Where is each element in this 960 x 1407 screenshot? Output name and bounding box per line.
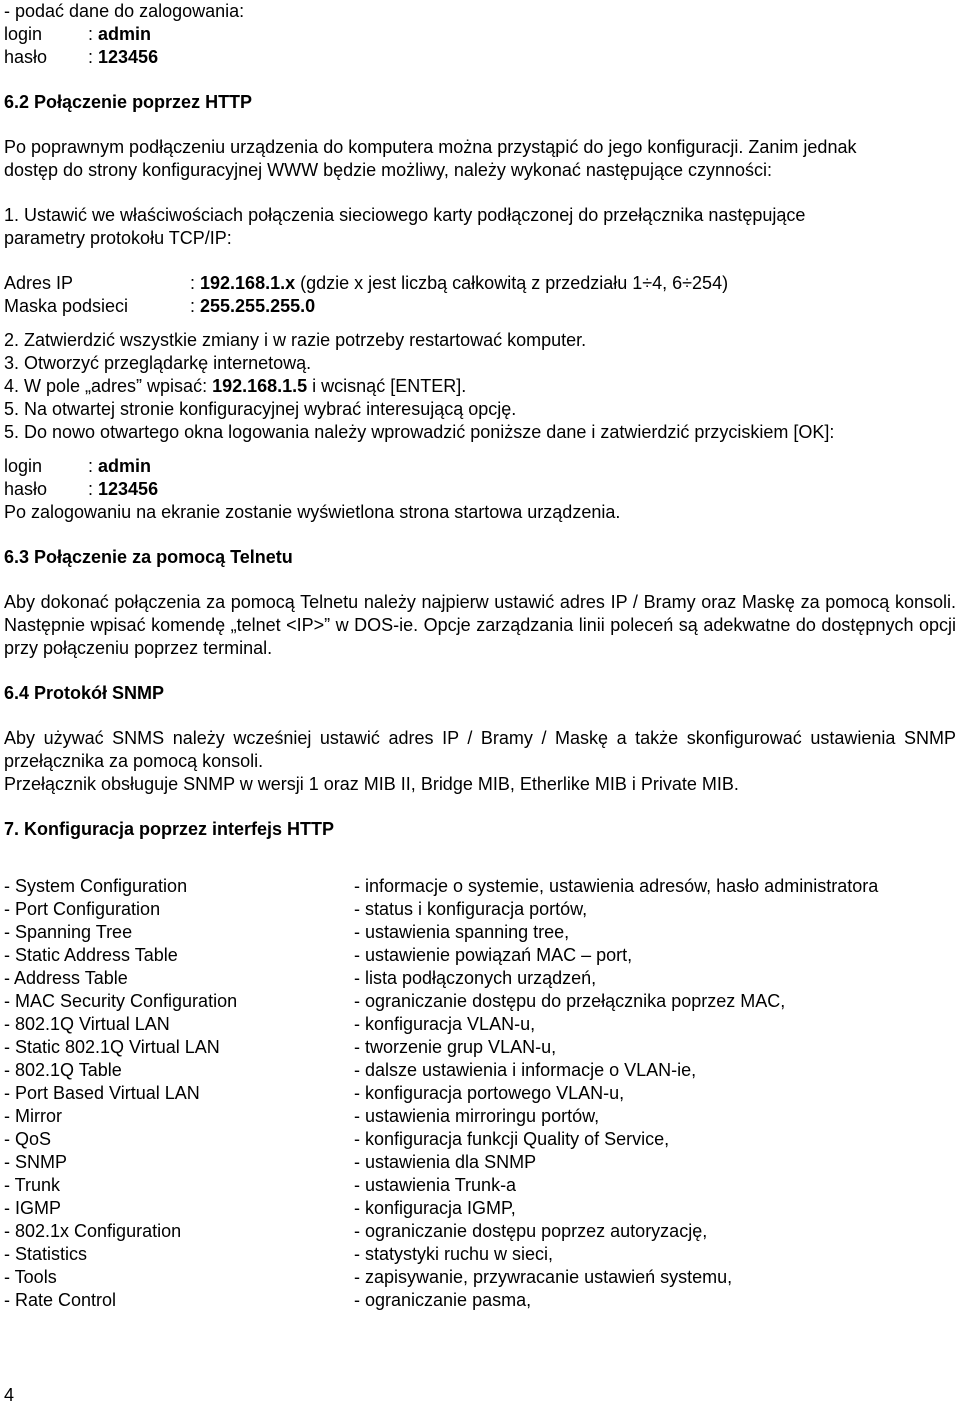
menu-item-name: - MAC Security Configuration [4, 991, 238, 1011]
menu-item-name: - Address Table [4, 968, 128, 988]
menu-item-name: - Spanning Tree [4, 922, 133, 942]
menu-item-description: - konfiguracja IGMP, [354, 1198, 516, 1218]
menu-item-row [4, 875, 956, 898]
menu-item-row [4, 1266, 956, 1289]
menu-item-row [4, 898, 956, 921]
menu-item-row [4, 1059, 956, 1082]
menu-item-row [4, 1151, 956, 1174]
mask-label: Maska podsieci [4, 296, 129, 316]
s62-step1-line-1: 1. Ustawić we właściwościach połączenia sieciowego karty podłączonej do przełącznika następujące [4, 205, 806, 225]
menu-item-name: - QoS [4, 1129, 52, 1149]
menu-item-row [4, 1036, 956, 1059]
menu-item-description: - konfiguracja portowego VLAN-u, [354, 1083, 625, 1103]
password-row [4, 46, 956, 69]
ip-label: Adres IP [4, 273, 74, 293]
ip-prefix: : [190, 273, 201, 293]
login-intro: - podać dane do zalogowania: [4, 1, 245, 21]
s62-login-label: login [4, 456, 43, 476]
page-number: 4 [4, 1385, 15, 1405]
section-6-2-heading: 6.2 Połączenie poprzez HTTP [4, 92, 253, 112]
step4-text-a: 4. W pole „adres” wpisać: [4, 376, 213, 396]
s62-paragraph-line-2: dostęp do strony konfiguracyjnej WWW będzie możliwy, należy wykonać następujące czynności: [4, 160, 773, 180]
s63-paragraph: Aby dokonać połączenia za pomocą Telnetu należy najpierw ustawić adres IP / Bramy oraz Maskę za pomocą konsoli. Następnie wpisać komendę „telnet <IP>” w DOS-ie. Opcje zarządzania linii poleceń są adekwatne do dostępnych opcji przy połączeniu poprzez terminal. [4, 592, 956, 658]
login-label: login [4, 24, 43, 44]
s62-step5b: 5. Do nowo otwartego okna logowania należy wprowadzić poniższe dane i zatwierdzić przyciskiem [OK]: [4, 422, 835, 442]
menu-item-description: - ograniczanie dostępu do przełącznika poprzez MAC, [354, 991, 786, 1011]
login-row [4, 23, 956, 46]
s64-paragraph: Aby używać SNMS należy wcześniej ustawić adres IP / Bramy / Maskę a także skonfigurować ustawienia SNMP przełącznika za pomocą konsoli. [4, 728, 956, 771]
s64-line-2: Przełącznik obsługuje SNMP w wersji 1 oraz MIB II, Bridge MIB, Etherlike MIB i Private MIB. [4, 774, 739, 794]
menu-item-row [4, 944, 956, 967]
password-value: 123456 [98, 47, 159, 67]
menu-item-description: - ustawienia mirroringu portów, [354, 1106, 600, 1126]
s62-paragraph-line-1: Po poprawnym podłączeniu urządzenia do komputera można przystąpić do jego konfiguracji. Zanim jednak [4, 137, 857, 157]
menu-item-row [4, 1128, 956, 1151]
menu-item-row [4, 1105, 956, 1128]
step4-text-c: i wcisnąć [ENTER]. [307, 376, 467, 396]
menu-item-name: - 802.1x Configuration [4, 1221, 182, 1241]
menu-item-row [4, 1243, 956, 1266]
menu-item-name: - SNMP [4, 1152, 67, 1172]
menu-item-row [4, 1174, 956, 1197]
menu-item-name: - Rate Control [4, 1290, 117, 1310]
mask-prefix: : [190, 296, 201, 316]
mask-value: 255.255.255.0 [200, 296, 316, 316]
menu-item-name: - 802.1Q Table [4, 1060, 122, 1080]
menu-item-description: - ograniczanie pasma, [354, 1290, 532, 1310]
login-value: admin [98, 24, 152, 44]
menu-item-description: - informacje o systemie, ustawienia adresów, hasło administratora [354, 876, 879, 896]
menu-item-name: - Port Based Virtual LAN [4, 1083, 200, 1103]
s62-step5a: 5. Na otwartej stronie konfiguracyjnej wybrać interesującą opcję. [4, 399, 517, 419]
s62-password-row [4, 478, 956, 501]
menu-item-row [4, 1197, 956, 1220]
menu-item-row [4, 1082, 956, 1105]
menu-item-description: - status i konfiguracja portów, [354, 899, 588, 919]
menu-item-row [4, 921, 956, 944]
login-sep: : [88, 24, 99, 44]
ip-note: (gdzie x jest liczbą całkowitą z przedziału 1÷4, 6÷254) [295, 273, 729, 293]
menu-item-name: - IGMP [4, 1198, 61, 1218]
menu-item-name: - 802.1Q Virtual LAN [4, 1014, 170, 1034]
s62-after-login: Po zalogowaniu na ekranie zostanie wyświetlona strona startowa urządzenia. [4, 502, 621, 522]
menu-item-description: - konfiguracja VLAN-u, [354, 1014, 536, 1034]
menu-item-description: - ustawienia spanning tree, [354, 922, 570, 942]
s62-step4 [4, 375, 956, 398]
s62-login-sep: : [88, 456, 99, 476]
menu-item-description: - dalsze ustawienia i informacje o VLAN-ie, [354, 1060, 697, 1080]
menu-item-description: - ustawienia dla SNMP [354, 1152, 537, 1172]
menu-item-description: - tworzenie grup VLAN-u, [354, 1037, 557, 1057]
s62-login-row [4, 455, 956, 478]
menu-item-description: - lista podłączonych urządzeń, [354, 968, 597, 988]
menu-item-name: - Static Address Table [4, 945, 178, 965]
ip-address-row [4, 272, 956, 295]
s62-step3: 3. Otworzyć przeglądarkę internetową. [4, 353, 312, 373]
s62-step1-line-2: parametry protokołu TCP/IP: [4, 228, 232, 248]
http-menu-list [4, 875, 956, 1312]
step4-address: 192.168.1.5 [212, 376, 308, 396]
section-6-4-heading: 6.4 Protokół SNMP [4, 683, 165, 703]
menu-item-name: - Tools [4, 1267, 57, 1287]
ip-value: 192.168.1.x [200, 273, 296, 293]
menu-item-name: - Static 802.1Q Virtual LAN [4, 1037, 220, 1057]
menu-item-name: - Trunk [4, 1175, 61, 1195]
section-6-3-heading: 6.3 Połączenie za pomocą Telnetu [4, 547, 293, 567]
menu-item-description: - ustawienia Trunk-a [354, 1175, 517, 1195]
s62-step2: 2. Zatwierdzić wszystkie zmiany i w razie potrzeby restartować komputer. [4, 330, 587, 350]
menu-item-row [4, 967, 956, 990]
s62-password-label: hasło [4, 479, 48, 499]
password-label: hasło [4, 47, 48, 67]
menu-item-description: - ustawienie powiązań MAC – port, [354, 945, 633, 965]
password-sep: : [88, 47, 99, 67]
menu-item-name: - Mirror [4, 1106, 62, 1126]
subnet-mask-row [4, 295, 956, 318]
menu-item-description: - statystyki ruchu w sieci, [354, 1244, 554, 1264]
menu-item-row [4, 1220, 956, 1243]
menu-item-description: - ograniczanie dostępu poprzez autoryzację, [354, 1221, 708, 1241]
menu-item-row [4, 1289, 956, 1312]
menu-item-name: - Port Configuration [4, 899, 161, 919]
menu-item-row [4, 990, 956, 1013]
s62-password-sep: : [88, 479, 99, 499]
menu-item-name: - Statistics [4, 1244, 88, 1264]
menu-item-description: - konfiguracja funkcji Quality of Service, [354, 1129, 670, 1149]
menu-item-row [4, 1013, 956, 1036]
section-7-heading: 7. Konfiguracja poprzez interfejs HTTP [4, 819, 335, 839]
s62-login-value: admin [98, 456, 152, 476]
s62-password-value: 123456 [98, 479, 159, 499]
document-page [4, 0, 956, 1312]
menu-item-description: - zapisywanie, przywracanie ustawień systemu, [354, 1267, 733, 1287]
menu-item-name: - System Configuration [4, 876, 188, 896]
